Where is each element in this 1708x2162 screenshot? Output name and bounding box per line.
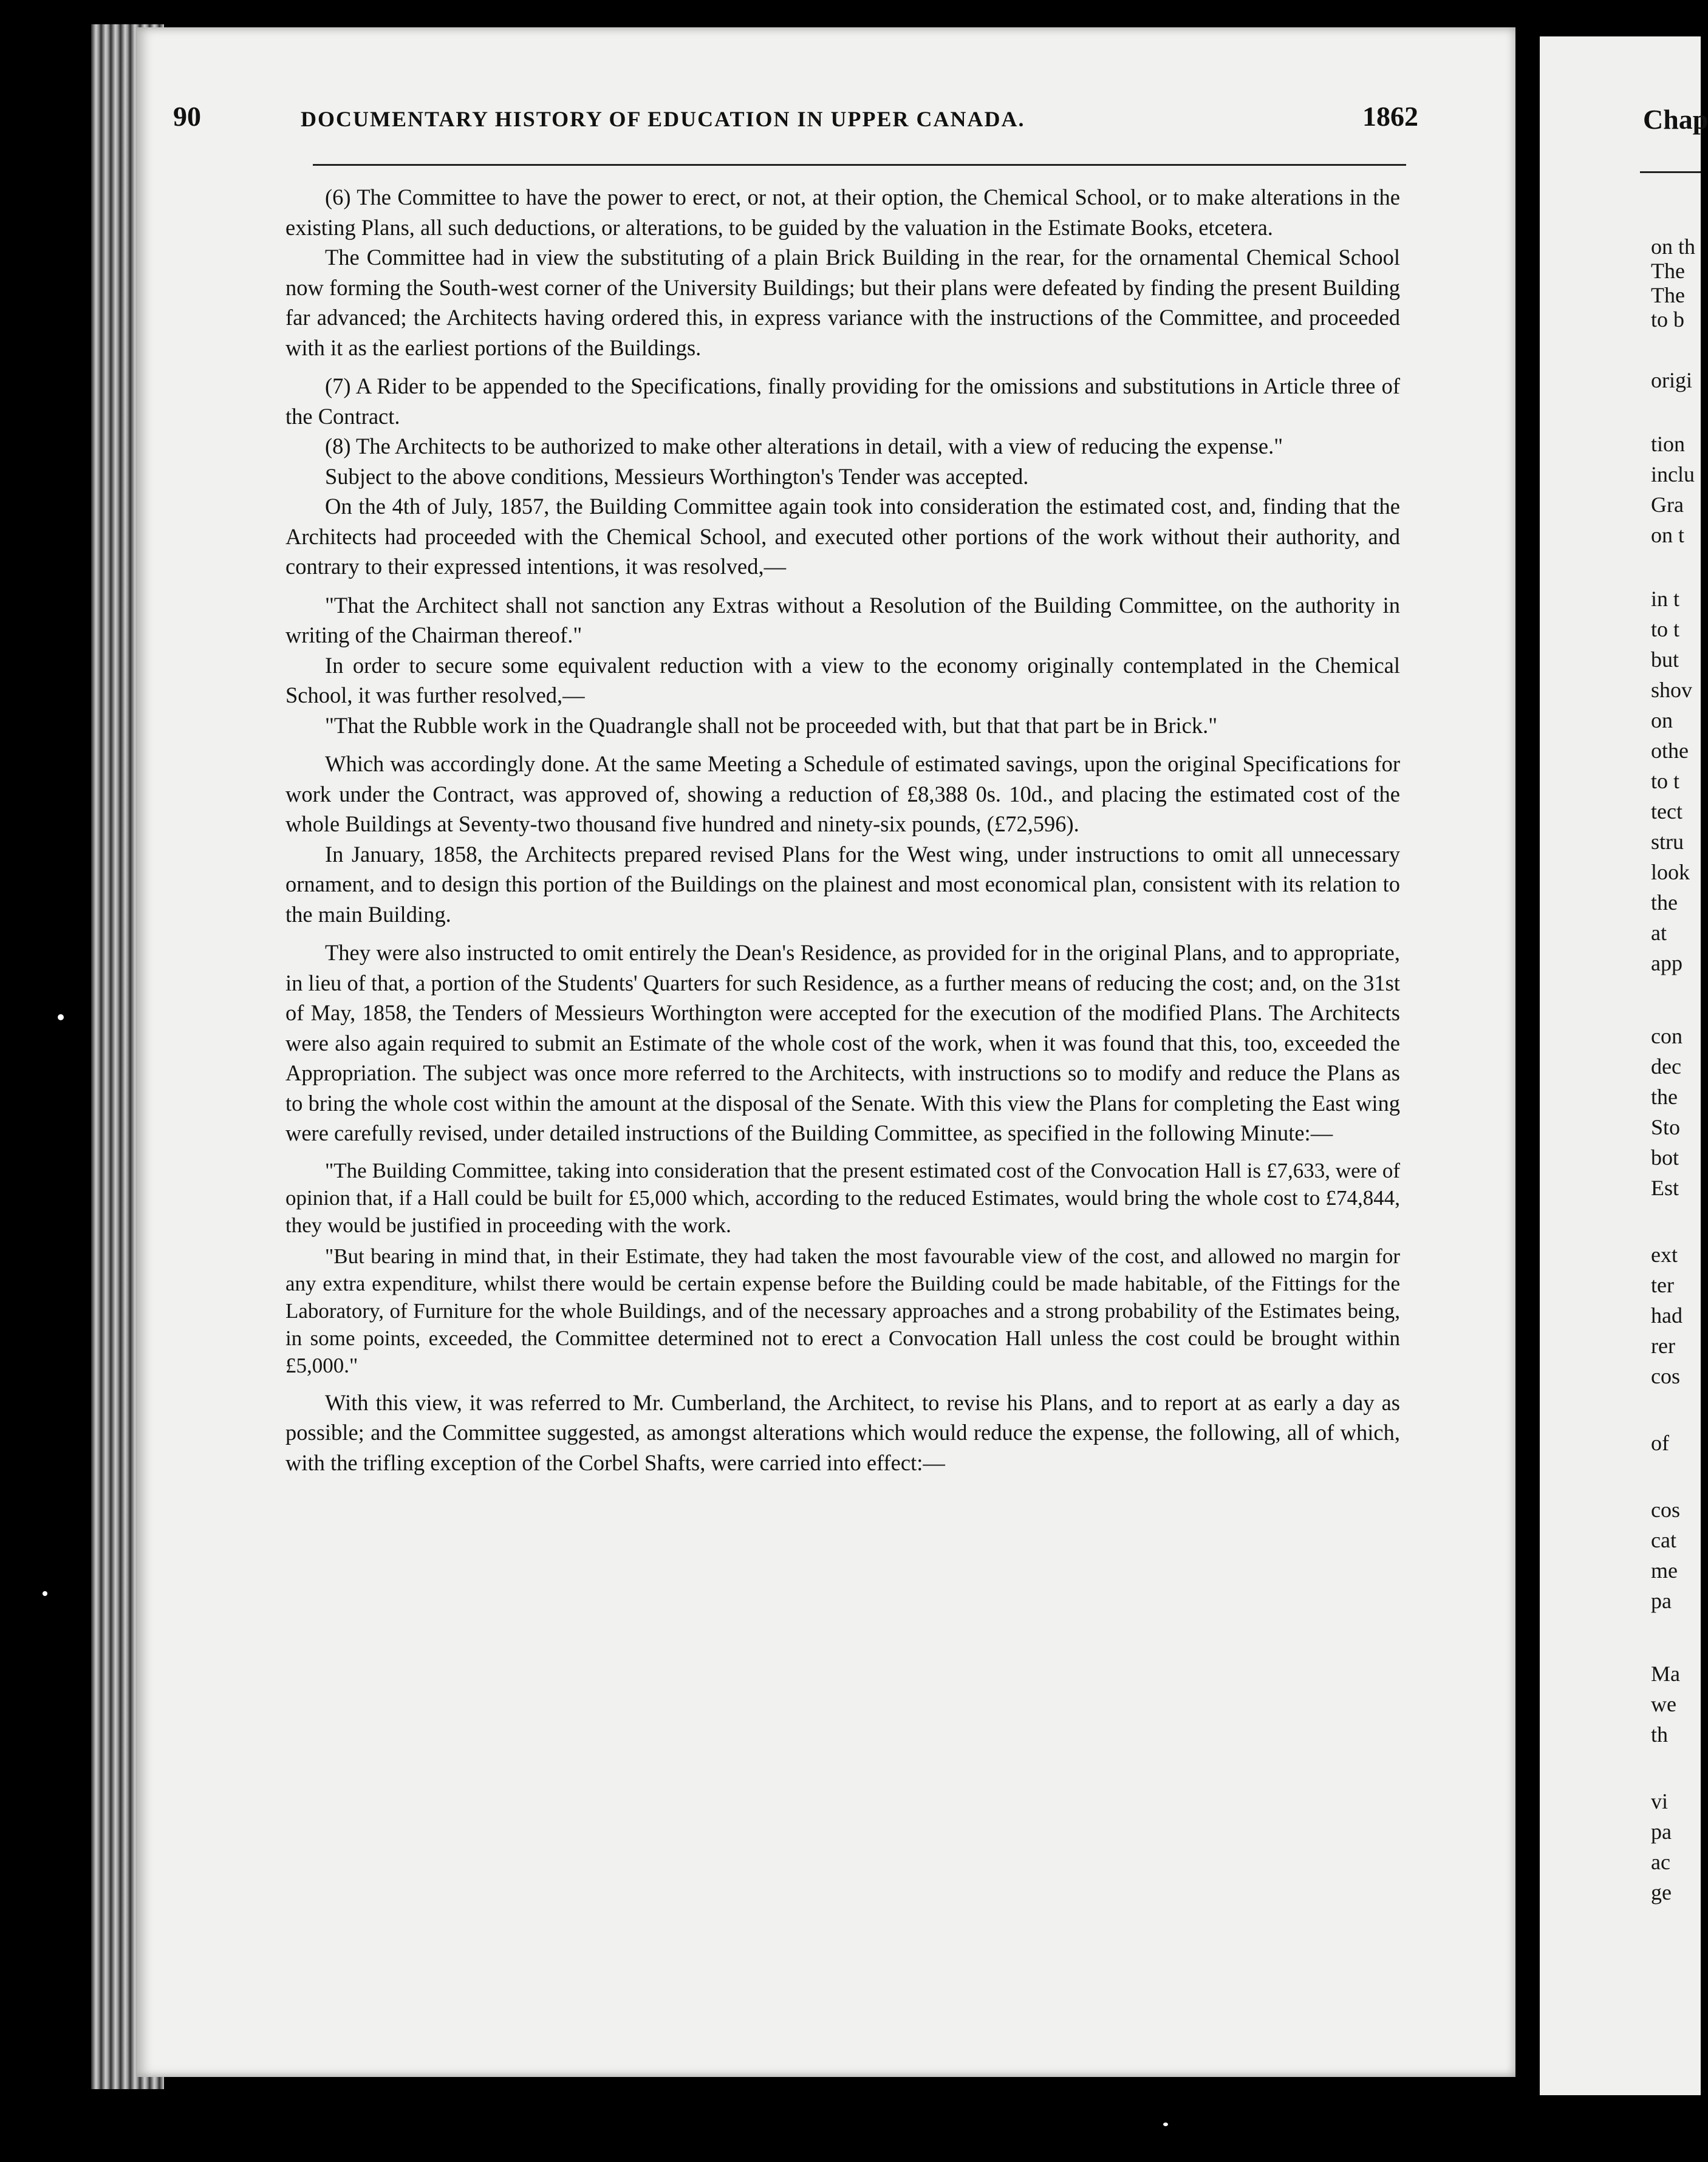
- right-page-fragment: The: [1651, 259, 1685, 283]
- right-page-fragment: app: [1651, 951, 1682, 975]
- paragraph: (8) The Architects to be authorized to make other alterations in detail, with a view of reducing the expense.": [325, 434, 1283, 459]
- running-header: [173, 100, 1418, 149]
- right-page-fragment: the: [1651, 1085, 1678, 1109]
- right-page-fragment: on th: [1651, 234, 1696, 259]
- right-page-fragment: rer: [1651, 1334, 1675, 1358]
- scan-speck: [58, 1014, 64, 1020]
- right-page-fragment: con: [1651, 1024, 1682, 1048]
- right-page-fragment: to t: [1651, 769, 1680, 793]
- right-page-fragment: me: [1651, 1558, 1678, 1583]
- right-page-fragment: inclu: [1651, 462, 1695, 486]
- right-page-fragment: stru: [1651, 830, 1684, 854]
- quoted-paragraph: "But bearing in mind that, in their Estimate, they had taken the most favourable view of the cost, and allowed no margin for any extra expenditure, whilst there would be certain expense before the Building could be made habitable, of the Fittings for the Laboratory, of Furniture for the whole Buildings, and of the necessary approaches and a strong probability of the Estimates being, in some points, exceeded, the Committee determined not to erect a Convocation Hall unless the cost could be brought within £5,000.": [285, 1244, 1400, 1377]
- right-page-fragment: Gra: [1651, 493, 1684, 517]
- right-page-fragment: The: [1651, 283, 1685, 307]
- right-page-fragment: bot: [1651, 1145, 1679, 1170]
- paragraph: The Committee had in view the substituting of a plain Brick Building in the rear, for the ornamental Chemical School now forming the South-west corner of the University Buildings; but their plans were defeated by finding the present Building far advanced; the Architects having ordered this, in express variance with the instructions of the Committee, and proceeded with it as the earliest portions of the Buildings.: [285, 245, 1400, 360]
- page-number: 90: [173, 101, 201, 132]
- right-page-fragment: ge: [1651, 1880, 1672, 1905]
- paragraph: They were also instructed to omit entirely the Dean's Residence, as provided for in the original Plans, and to appropriate, in lieu of that, a portion of the Students' Quarters for such Residence, as a further means of reducing the cost; and, on the 31st of May, 1858, the Tenders of Messieurs Worthington were accepted for the execution of the modified Plans. The Architects were also again required to submit an Estimate of the whole cost of the work, when it was found that this, too, exceeded the Appropriation. The subject was once more referred to the Architects, with instructions so to modify and reduce the Plans as to bring the whole cost within the amount at the disposal of the Senate. With this view the Plans for completing the East wing were carefully revised, under detailed instructions of the Building Committee, as specified in the following Minute:—: [285, 940, 1400, 1145]
- paragraph: Subject to the above conditions, Messieurs Worthington's Tender was accepted.: [325, 463, 1029, 489]
- running-title: DOCUMENTARY HISTORY OF EDUCATION IN UPPER CANADA.: [301, 107, 1025, 131]
- book-gutter: [1515, 18, 1540, 2162]
- header-year: 1862: [1362, 101, 1418, 132]
- scan-speck: [43, 1591, 47, 1596]
- right-page-fragment: of: [1651, 1431, 1669, 1455]
- paragraph: (6) The Committee to have the power to erect, or not, at their option, the Chemical School, or to make alterations in the existing Plans, all such deductions, or alterations, to be guided by the valuation in the Estimate Books, etcetera.: [285, 185, 1400, 240]
- right-page-fragment: dec: [1651, 1054, 1681, 1079]
- paragraph: "That the Architect shall not sanction any Extras without a Resolution of the Building Committee, on the authority in writing of the Chairman thereof.": [285, 592, 1400, 647]
- paragraph: In order to secure some equivalent reduction with a view to the economy originally contemplated in the Chemical School, it was further resolved,—: [285, 652, 1400, 708]
- right-page-fragment: ter: [1651, 1273, 1674, 1297]
- right-page-fragment: the: [1651, 890, 1678, 915]
- paragraph: On the 4th of July, 1857, the Building Committee again took into consideration the estimated cost, and, finding that the Architects had proceeded with the Chemical School, and executed other portions of the work without their authority, and contrary to their expressed intentions, it was resolved,—: [285, 494, 1400, 579]
- right-page-fragment: vi: [1651, 1789, 1669, 1813]
- right-page-fragment: to t: [1651, 617, 1680, 641]
- right-page-fragment: on: [1651, 708, 1673, 732]
- right-page-fragment: th: [1651, 1722, 1669, 1747]
- right-page-fragment: at: [1651, 921, 1667, 945]
- quoted-paragraph: "The Building Committee, taking into consideration that the present estimated cost of the Convocation Hall is £7,633, were of opinion that, if a Hall could be built for £5,000 which, according to the reduced Estimates, would bring the whole cost to £74,844, they would be justified in proceeding with the work.: [285, 1158, 1400, 1237]
- right-page-fragment: but: [1651, 647, 1679, 672]
- paragraph: With this view, it was referred to Mr. Cumberland, the Architect, to revise his Plans, and to report at as early a day as possible; and the Committee suggested, as amongst alterations which would reduce the expense, the following, all of which, with the trifling exception of the Corbel Shafts, were carried into effect:—: [285, 1390, 1400, 1475]
- right-header-rule: [1640, 171, 1701, 173]
- right-page-fragment: in t: [1651, 587, 1680, 611]
- right-page-header: Chap: [1643, 104, 1708, 135]
- right-page-fragment: shov: [1651, 678, 1693, 702]
- scan-speck: [1163, 2123, 1168, 2126]
- right-page-fragment: on t: [1651, 523, 1685, 547]
- paragraph: "That the Rubble work in the Quadrangle shall not be proceeded with, but that that part be in Brick.": [325, 712, 1218, 738]
- right-page-fragment: ext: [1651, 1243, 1678, 1267]
- right-page-fragment: cos: [1651, 1498, 1680, 1522]
- right-page-fragment: tion: [1651, 432, 1686, 456]
- right-page-fragment: othe: [1651, 738, 1689, 763]
- right-page-fragment: cat: [1651, 1528, 1676, 1552]
- main-text: [285, 182, 1400, 1478]
- right-page-fragment: Sto: [1651, 1115, 1681, 1139]
- right-page-fragment: ac: [1651, 1850, 1670, 1874]
- header-rule: [313, 164, 1406, 166]
- right-page-fragment: had: [1651, 1303, 1682, 1328]
- right-page-fragment: Est: [1651, 1176, 1679, 1200]
- paragraph: In January, 1858, the Architects prepared revised Plans for the West wing, under instructions to omit all unnecessary ornament, and to design this portion of the Buildings on the plainest and most economical plan, consistent with its relation to the main Building.: [285, 841, 1400, 927]
- paragraph: (7) A Rider to be appended to the Specifications, finally providing for the omissions and substitutions in Article three of the Contract.: [285, 373, 1400, 429]
- paragraph: Which was accordingly done. At the same Meeting a Schedule of estimated savings, upon the original Specifications for work under the Contract, was approved of, showing a reduction of £8,388 0s. 10d., and placing the estimated cost of the whole Buildings at Seventy-two thousand five hundred and ninety-six pounds, (£72,596).: [285, 751, 1400, 836]
- right-page-fragment: pa: [1651, 1589, 1672, 1613]
- right-page-fragment: look: [1651, 860, 1690, 884]
- right-page-fragment: tect: [1651, 799, 1682, 824]
- right-page-fragment: pa: [1651, 1819, 1672, 1844]
- right-page-fragment: to b: [1651, 307, 1685, 332]
- right-page-fragment: origi: [1651, 368, 1692, 392]
- right-page-fragment: we: [1651, 1692, 1676, 1716]
- right-page-fragment: cos: [1651, 1364, 1680, 1388]
- right-page-fragment: Ma: [1651, 1662, 1680, 1686]
